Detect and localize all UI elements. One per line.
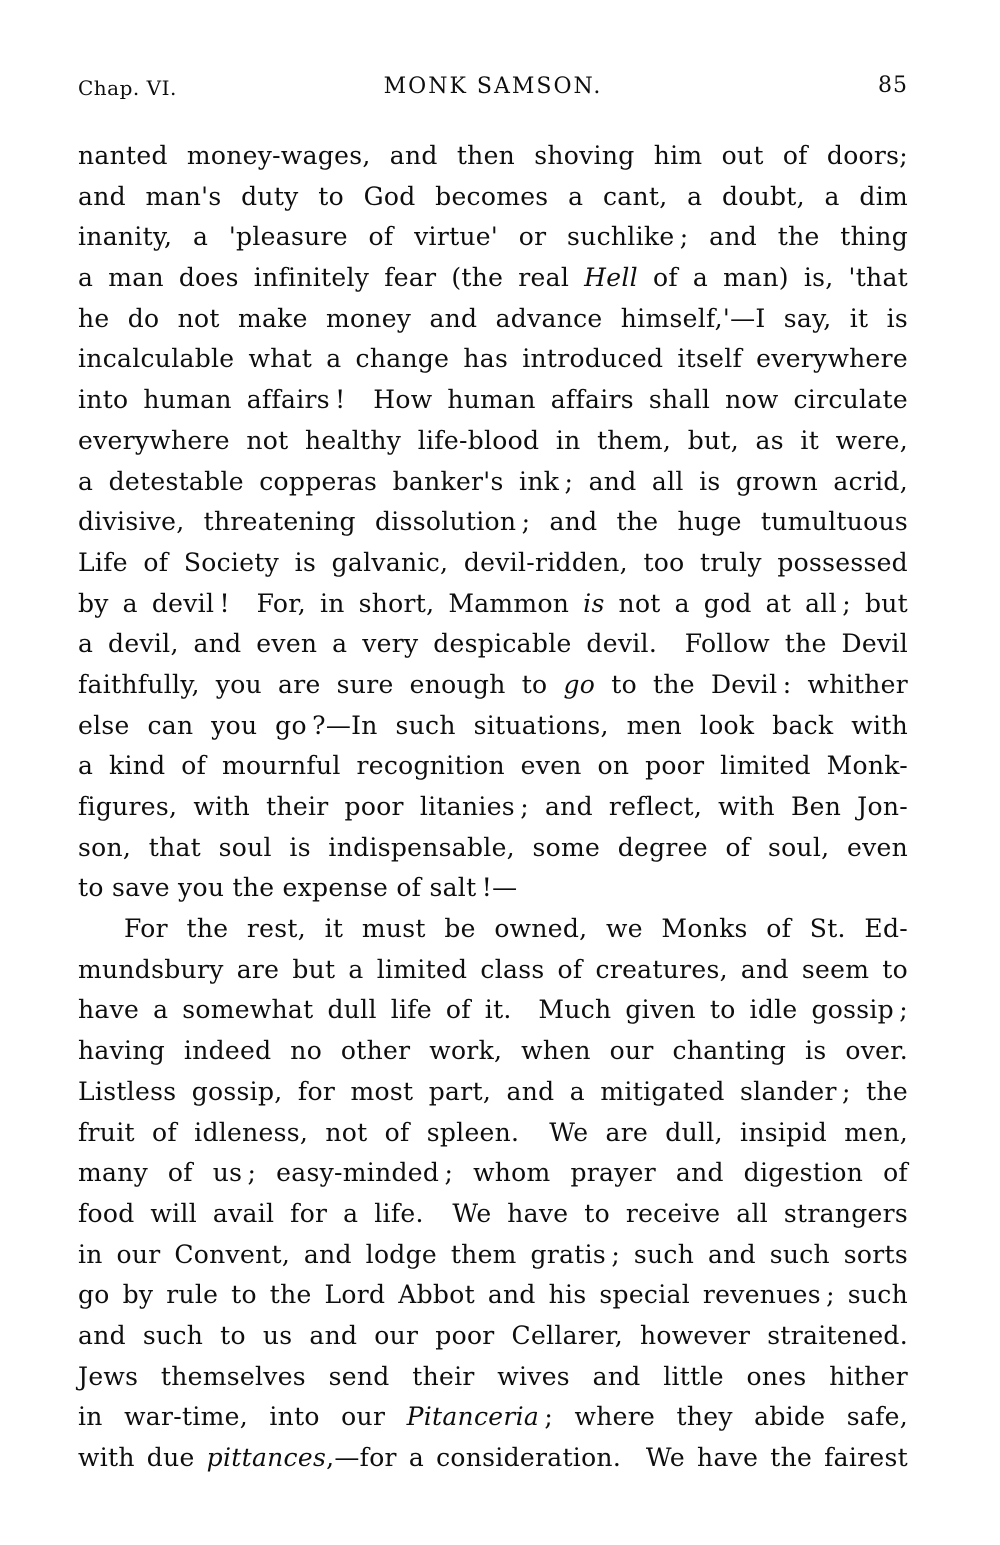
chapter-label: Chap. VI. bbox=[78, 76, 177, 100]
text-segment: everywhere not healthy life-blood in them, but, as it were, bbox=[78, 425, 908, 455]
text-segment: divisive, threatening dissolution ; and the huge tumultuous bbox=[78, 507, 908, 537]
text-line bbox=[78, 339, 908, 380]
italic-text-segment: pittances bbox=[206, 1443, 327, 1472]
text-segment: Jews themselves send their wives and little ones hither bbox=[78, 1361, 908, 1391]
text-segment: with due bbox=[78, 1443, 207, 1472]
text-segment: he do not make money and advance himself,'—I say, it is bbox=[78, 303, 908, 333]
text-line bbox=[78, 136, 908, 177]
text-line bbox=[78, 787, 908, 828]
italic-text-segment: go bbox=[563, 669, 596, 699]
text-segment: inanity, a 'pleasure of virtue' or suchlike ; and the thing bbox=[78, 222, 908, 252]
italic-text-segment: Hell bbox=[584, 263, 638, 293]
text-segment: figures, with their poor litanies ; and reflect, with Ben Jon- bbox=[78, 792, 908, 821]
running-title: MONK SAMSON. bbox=[383, 74, 603, 99]
text-segment: faithfully, you are sure enough to bbox=[78, 669, 564, 699]
text-segment: having indeed no other work, when our chanting is over. bbox=[78, 1036, 908, 1066]
text-segment: nanted money-wages, and then shoving him out of doors; bbox=[78, 141, 908, 170]
text-segment: not a god at all ; but bbox=[604, 588, 909, 618]
text-segment: ; where they abide safe, bbox=[539, 1402, 908, 1432]
text-segment: a devil, and even a very despicable devil. Follow the Devil bbox=[78, 629, 908, 659]
text-segment: and such to us and our poor Cellarer, however straitened. bbox=[78, 1320, 908, 1350]
text-segment: by a devil ! For, in short, Mammon bbox=[78, 588, 584, 618]
text-line bbox=[78, 1031, 908, 1072]
text-line bbox=[78, 1153, 908, 1194]
text-segment: go by rule to the Lord Abbot and his special revenues ; such bbox=[78, 1280, 908, 1310]
text-line bbox=[78, 1397, 908, 1438]
text-line bbox=[78, 1357, 908, 1398]
text-line bbox=[78, 1113, 908, 1154]
text-segment: Listless gossip, for most part, and a mitigated slander ; the bbox=[78, 1076, 908, 1106]
text-line bbox=[78, 177, 908, 218]
text-segment: Life of Society is galvanic, devil-ridden, too truly possessed bbox=[78, 547, 908, 577]
text-segment: a man does infinitely fear (the real bbox=[78, 263, 585, 293]
text-line bbox=[78, 421, 908, 462]
text-segment: For the rest, it must be owned, we Monks of St. Ed- bbox=[124, 914, 908, 944]
text-line bbox=[78, 828, 908, 869]
text-segment: in war-time, into our bbox=[78, 1402, 407, 1432]
text-line bbox=[78, 1072, 908, 1113]
text-segment: and man's duty to God becomes a cant, a doubt, a dim bbox=[78, 181, 908, 211]
page-number: 85 bbox=[878, 73, 908, 98]
text-line bbox=[78, 909, 908, 950]
italic-text-segment: Pitanceria bbox=[406, 1402, 540, 1432]
text-line bbox=[78, 1235, 908, 1276]
text-segment: else can you go ?—In such situations, men look back with bbox=[78, 710, 908, 740]
text-segment: incalculable what a change has introduced itself everywhere bbox=[78, 344, 908, 374]
text-segment: into human affairs ! How human affairs shall now circulate bbox=[78, 385, 908, 415]
text-line bbox=[78, 1194, 908, 1235]
italic-text-segment: is bbox=[583, 588, 605, 618]
text-line bbox=[78, 868, 908, 909]
text-line bbox=[78, 665, 908, 706]
text-segment: a detestable copperas banker's ink ; and all is grown acrid, bbox=[78, 466, 908, 496]
text-segment: a kind of mournful recognition even on poor limited Monk- bbox=[78, 751, 908, 781]
text-line bbox=[78, 258, 908, 299]
text-line bbox=[78, 584, 908, 625]
text-line bbox=[78, 1275, 908, 1316]
text-segment: many of us ; easy-minded ; whom prayer and digestion of bbox=[78, 1158, 908, 1188]
text-line bbox=[78, 299, 908, 340]
text-line bbox=[78, 706, 908, 747]
text-line bbox=[78, 746, 908, 787]
text-segment: ,—for a consideration. We have the fairest bbox=[326, 1443, 908, 1472]
text-line bbox=[78, 624, 908, 665]
text-segment: son, that soul is indispensable, some degree of soul, even bbox=[78, 832, 908, 862]
page-header bbox=[78, 72, 908, 104]
page-body bbox=[78, 136, 908, 1479]
text-line bbox=[78, 502, 908, 543]
text-segment: of a man) is, 'that bbox=[637, 263, 908, 293]
text-segment: in our Convent, and lodge them gratis ; such and such sorts bbox=[78, 1239, 908, 1269]
text-line bbox=[78, 990, 908, 1031]
text-line bbox=[78, 380, 908, 421]
text-segment: fruit of idleness, not of spleen. We are dull, insipid men, bbox=[78, 1117, 908, 1147]
text-line bbox=[78, 1316, 908, 1357]
text-line bbox=[78, 543, 908, 584]
text-segment: mundsbury are but a limited class of creatures, and seem to bbox=[78, 954, 908, 984]
text-segment: have a somewhat dull life of it. Much given to idle gossip ; bbox=[78, 995, 908, 1025]
text-line bbox=[78, 950, 908, 991]
text-line bbox=[78, 1438, 908, 1479]
text-line bbox=[78, 462, 908, 503]
text-segment: to save you the expense of salt !— bbox=[78, 873, 518, 903]
text-segment: food will avail for a life. We have to receive all strangers bbox=[78, 1198, 908, 1228]
text-segment: to the Devil : whither bbox=[595, 669, 908, 699]
text-line bbox=[78, 217, 908, 258]
